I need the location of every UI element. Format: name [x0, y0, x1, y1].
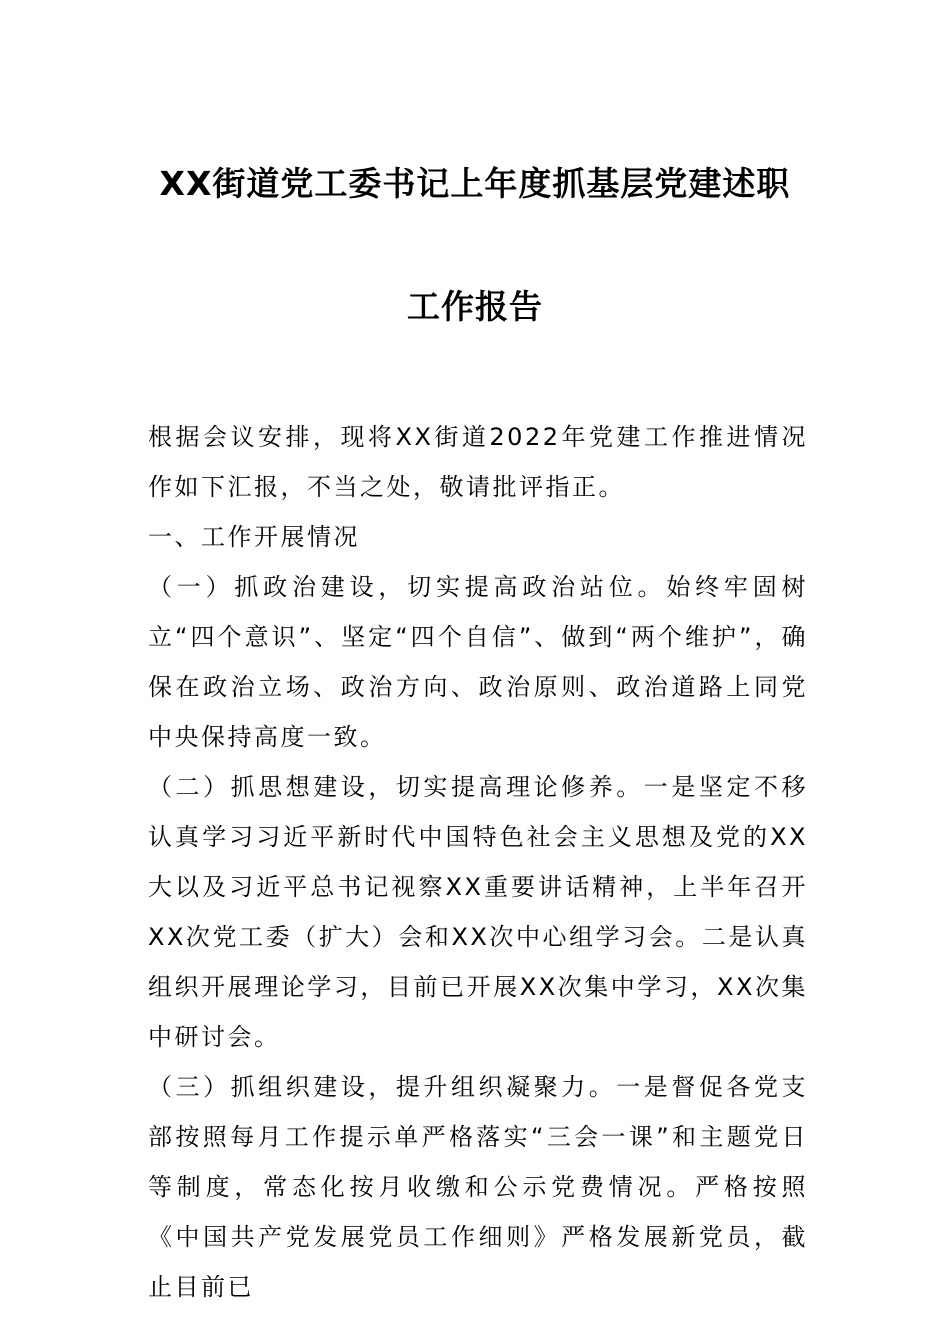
document-body: [148, 412, 808, 1312]
document-title-line-2: 工作报告: [407, 287, 543, 326]
paragraph-organizational-building: （三）抓组织建设，提升组织凝聚力。一是督促各党支部按照每月工作提示单严格落实“三会一课”和主题党日等制度，常态化按月收缴和公示党费情况。严格按照《中国共产党发展党员工作细则》严格发展新党员，截止目前已: [148, 1073, 808, 1301]
paragraph-political-building: （一）抓政治建设，切实提高政治站位。始终牢固树立“四个意识”、坚定“四个自信”、做到“两个维护”，确保在政治立场、政治方向、政治原则、政治道路上同党中央保持高度一致。: [148, 573, 808, 751]
document-title-line-1: XX街道党工委书记上年度抓基层党建述职: [159, 164, 791, 203]
paragraph-intro: 根据会议安排，现将XX街道2022年党建工作推进情况作如下汇报，不当之处，敬请批评指正。: [148, 423, 808, 501]
paragraph-ideological-building: （二）抓思想建设，切实提高理论修养。一是坚定不移认真学习习近平新时代中国特色社会主义思想及党的XX大以及习近平总书记视察XX重要讲话精神，上半年召开XX次党工委（扩大）会和XX次中心组学习会。二是认真组织开展理论学习，目前已开展XX次集中学习，XX次集中研讨会。: [148, 773, 808, 1051]
section-heading-work-status: 一、工作开展情况: [148, 523, 360, 551]
